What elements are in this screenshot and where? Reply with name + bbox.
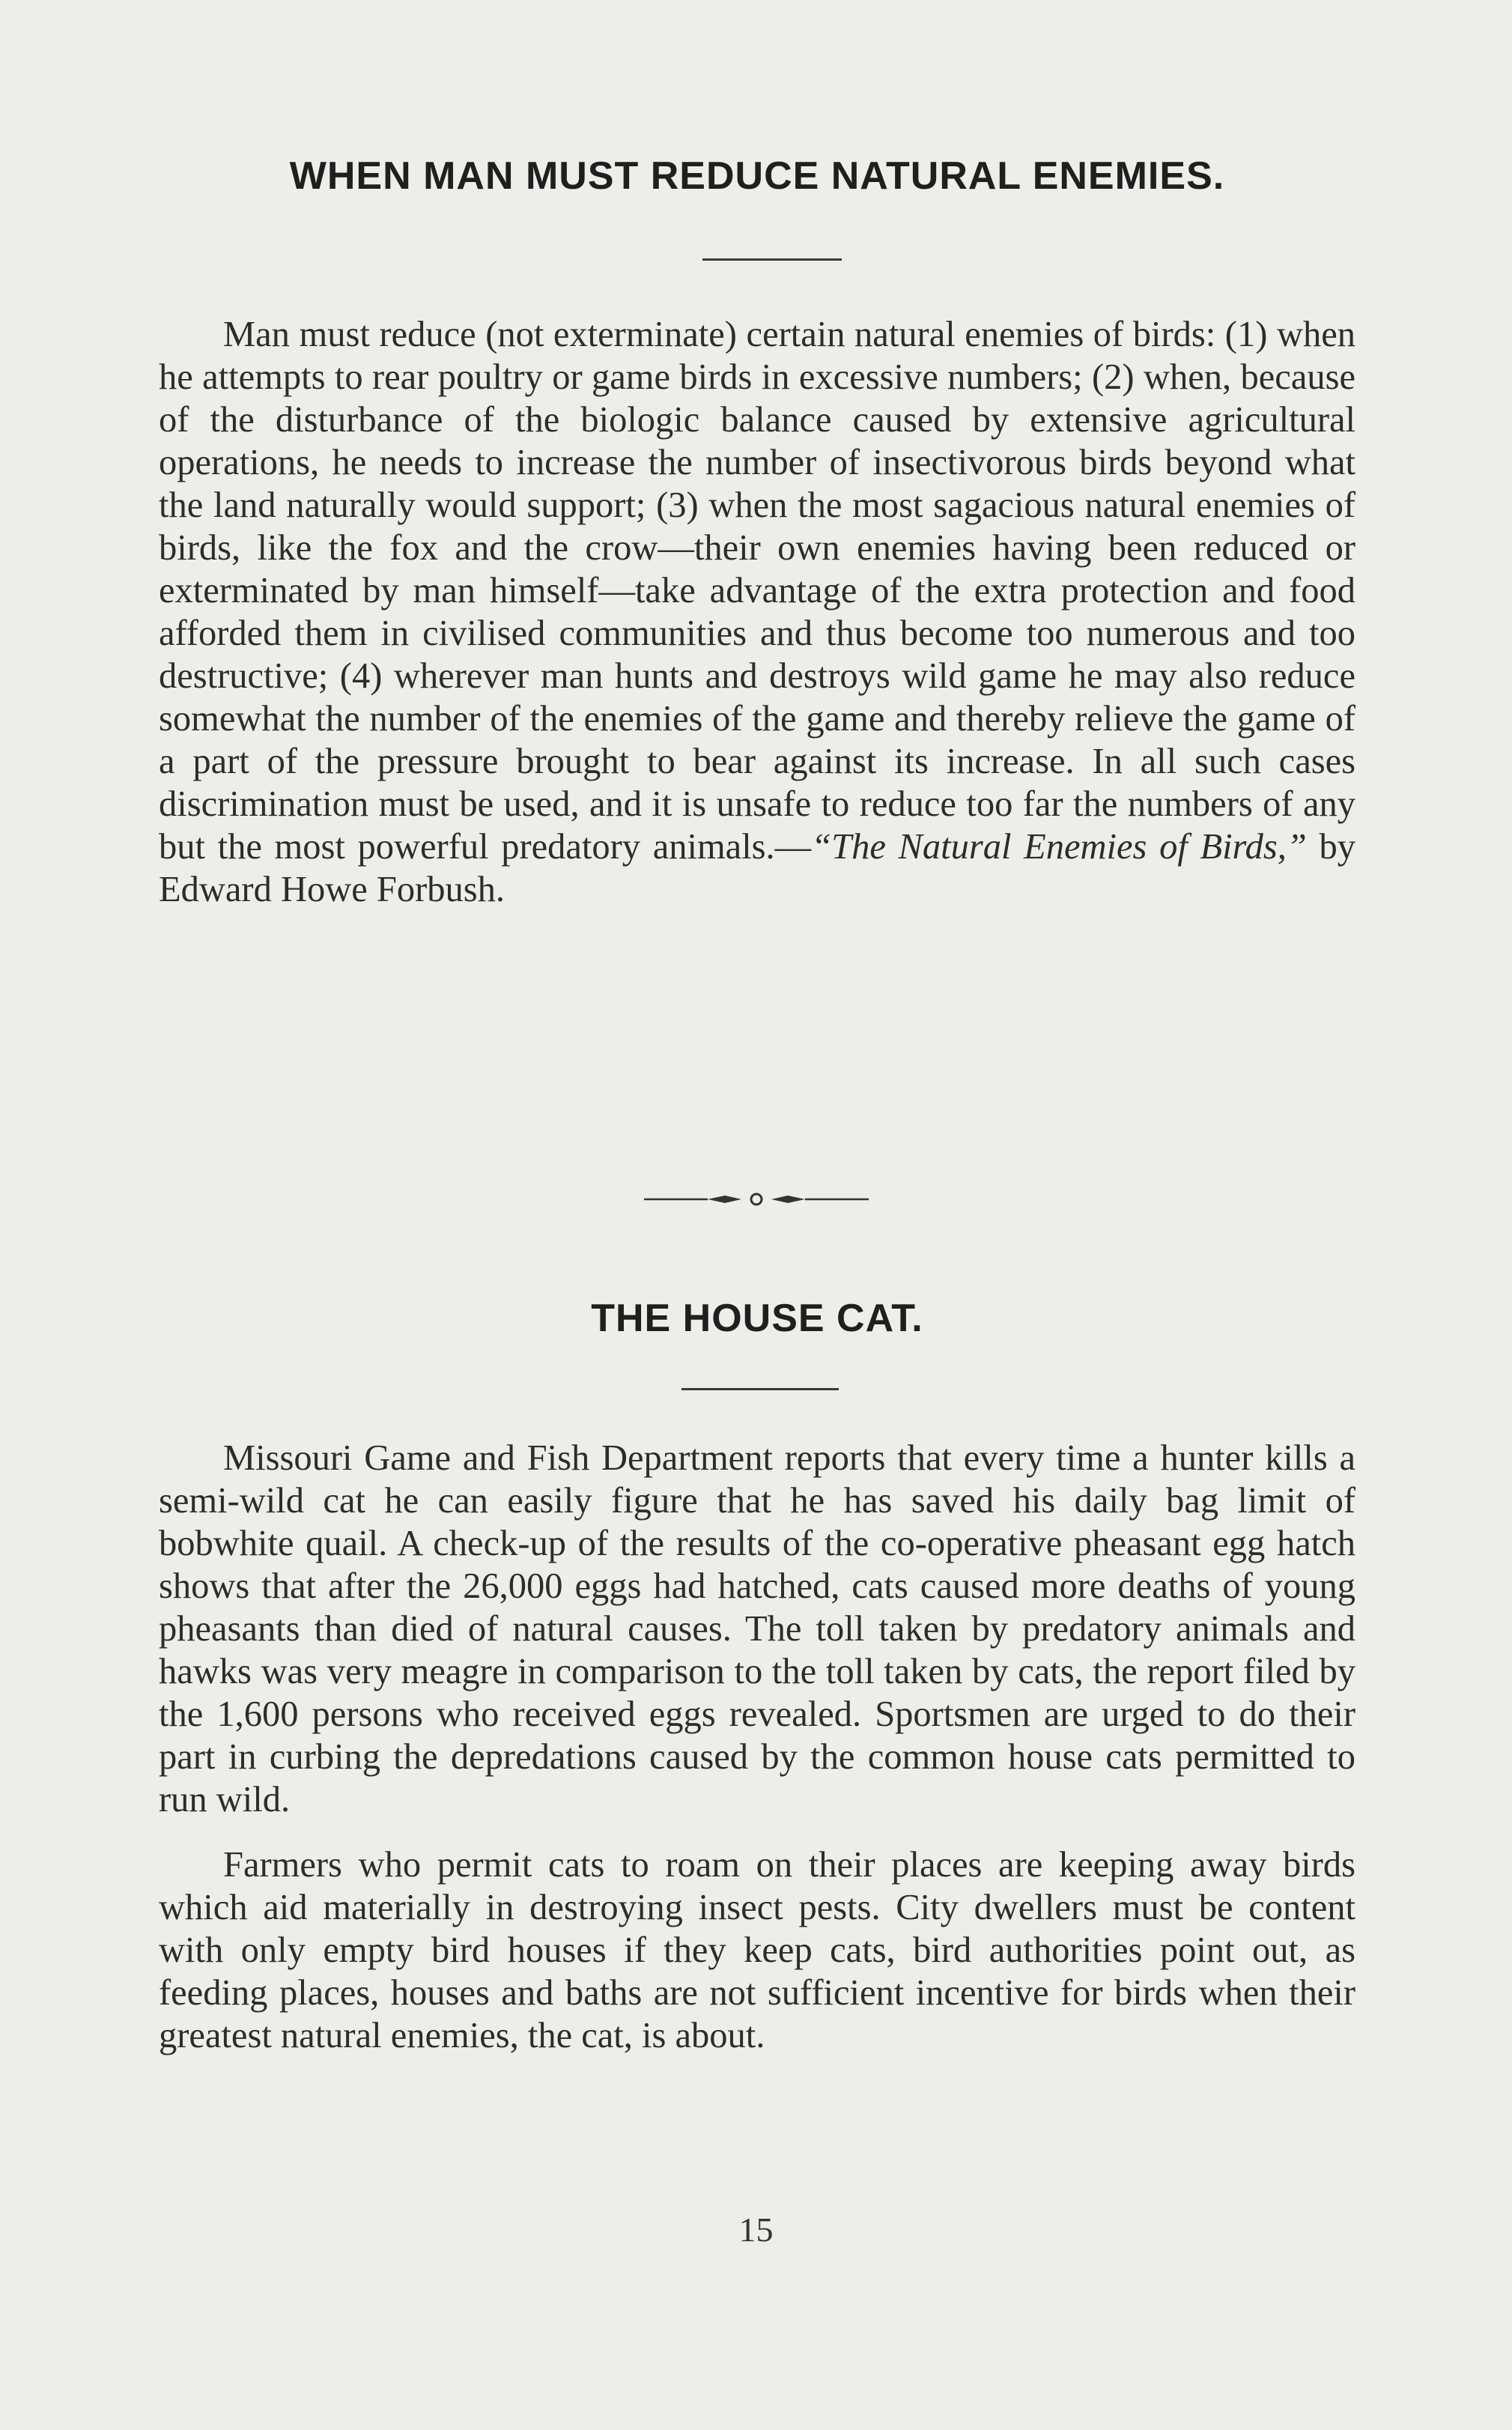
page-number: 15	[738, 2211, 774, 2249]
ornament-icon	[637, 1188, 876, 1211]
house-cat-paragraph-1: Missouri Game and Fish Department reports that every time a hunter kills a semi-wild cat he can easily figure that he has saved his daily bag limit of bobwhite quail. A check-up of the results of the co-operative pheasant egg hatch shows that after the 26,000 eggs had hatched, cats caused more deaths of young pheasants than died of natural causes. The toll taken by predatory animals and hawks was very meagre in comparison to the toll taken by cats, the report filed by the 1,600 persons who received eggs revealed. Sportsmen are urged to do their part in curbing the depredations caused by the common house cats permitted to run wild.	[159, 1438, 1355, 1820]
section-heading-house-cat: THE HOUSE CAT.	[591, 1297, 923, 1340]
natural-enemies-text: Man must reduce (not exterminate) certain natural enemies of birds: (1) when he attempts to rear poultry or game birds in excessive numbers; (2) when, because of the disturbance of the biologic balance caused by extensive agricultural operations, he needs to increase the number of insectivorous birds beyond what the land naturally would support; (3) when the most sagacious natural enemies of birds, like the fox and the crow—their own enemies having been reduced or exterminated by man himself—take advantage of the extra protection and food afforded them in civilised communities and thus become too numerous and too destructive; (4) wherever man hunts and destroys wild game he may also reduce somewhat the number of the enemies of the game and thereby relieve the game of a part of the pressure brought to bear against its increase. In all such cases discrimination must be used, and it is unsafe to reduce too far the numbers of any but the most powerful predatory animals.—	[159, 315, 1355, 867]
natural-enemies-paragraph	[159, 313, 1355, 911]
natural-enemies-body	[159, 313, 1355, 911]
section-divider-ornament	[0, 1188, 1512, 1214]
heading-rule	[681, 1388, 839, 1390]
house-cat-body	[159, 1437, 1355, 2057]
heading-rule	[702, 258, 842, 261]
section-house-cat	[159, 1296, 1355, 1341]
citation-author: by Edward Howe Forbush.	[159, 827, 1356, 909]
section-natural-enemies	[159, 154, 1355, 199]
citation-title: “The Natural Enemies of Birds,”	[811, 827, 1307, 867]
house-cat-paragraph-2: Farmers who permit cats to roam on their places are keeping away birds which aid materially in destroying insect pests. City dwellers must be content with only empty bird houses if they keep cats, bird authorities point out, as feeding places, houses and baths are not sufficient incentive for birds when their greatest natural enemies, the cat, is about.	[159, 1845, 1355, 2055]
section-heading-natural-enemies: WHEN MAN MUST REDUCE NATURAL ENEMIES.	[289, 154, 1225, 198]
